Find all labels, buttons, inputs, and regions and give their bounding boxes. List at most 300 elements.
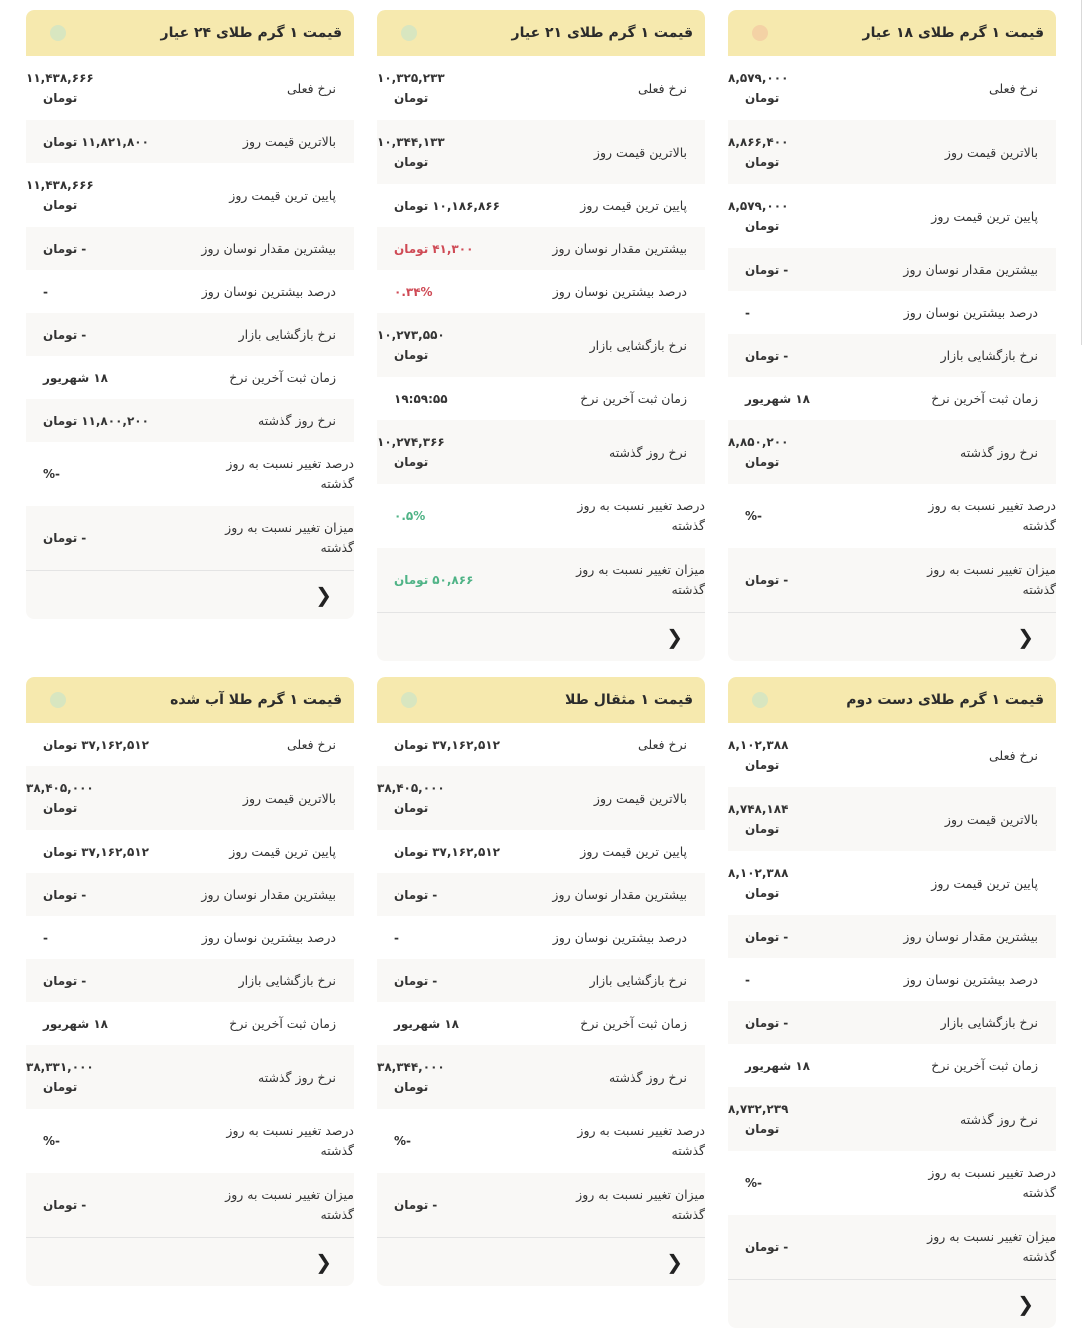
value-amount: ۱۰,۳۲۵,۲۳۳ (377, 71, 445, 85)
table-row (377, 313, 705, 377)
row-value (377, 432, 527, 472)
row-label: نرخ روز گذشته (609, 444, 687, 460)
row-label: بیشترین مقدار نوسان روز (903, 929, 1038, 944)
card-footer (377, 612, 705, 661)
value-amount: - (43, 284, 48, 299)
table-row (26, 442, 354, 506)
value-unit: تومان (43, 134, 78, 149)
table-row (26, 356, 354, 399)
value-unit: تومان (394, 1080, 429, 1094)
row-label: بالاترین قیمت روز (944, 144, 1038, 160)
status-dot-icon (50, 692, 66, 708)
price-card (26, 677, 354, 1286)
row-value (728, 389, 878, 409)
value-amount: ۱۰,۳۴۴,۱۳۳ (377, 135, 445, 149)
card-title: قیمت ۱ گرم طلا آب شده (170, 692, 342, 708)
table-row (728, 1087, 1056, 1151)
table-row (26, 506, 354, 570)
row-value (26, 1131, 176, 1151)
row-label: پایین ترین قیمت روز (931, 875, 1038, 891)
table-row (26, 270, 354, 313)
row-value (26, 928, 176, 948)
value-amount: ۱۸ شهریور (745, 1058, 810, 1073)
card-header (377, 10, 705, 56)
row-value (377, 1057, 527, 1097)
row-label: نرخ فعلی (638, 737, 687, 752)
value-amount: ۳۸,۴۰۵,۰۰۰ (26, 781, 94, 795)
table-row (377, 270, 705, 313)
table-row (377, 484, 705, 548)
value-unit: تومان (43, 413, 78, 428)
card-footer (26, 570, 354, 619)
row-value (26, 239, 176, 259)
chevron-left-icon[interactable]: ❮ (666, 1250, 683, 1274)
table-row (26, 163, 354, 227)
value-amount: ۱۸ شهریور (745, 391, 810, 406)
table-row (728, 334, 1056, 377)
row-label: بیشترین مقدار نوسان روز (552, 887, 687, 902)
row-value (26, 528, 176, 548)
row-label: درصد تغییر نسبت به روز گذشته (577, 1123, 705, 1158)
value-amount: - (745, 305, 750, 320)
table-row (26, 1002, 354, 1045)
value-unit: تومان (394, 801, 429, 815)
value-amount: ۸,۵۷۹,۰۰۰ (728, 71, 789, 85)
value-amount: ۱۱,۸۲۱,۸۰۰ (81, 134, 149, 149)
row-value (728, 1173, 878, 1193)
value-unit: تومان (394, 241, 429, 256)
table-row (377, 766, 705, 830)
value-amount: - (783, 1240, 789, 1254)
row-label: درصد بیشترین نوسان روز (201, 284, 336, 299)
value-unit: تومان (745, 758, 780, 772)
table-row (26, 1045, 354, 1109)
row-label: نرخ فعلی (287, 80, 336, 96)
row-value (377, 1195, 527, 1215)
card-title: قیمت ۱ گرم طلای ۲۱ عیار (511, 25, 693, 41)
row-label: زمان ثبت آخرین نرخ (580, 391, 687, 406)
row-value (26, 411, 176, 431)
value-unit: تومان (394, 1198, 429, 1212)
value-amount: - (81, 531, 87, 545)
table-row (377, 420, 705, 484)
row-label: بیشترین مقدار نوسان روز (201, 241, 336, 256)
row-value (26, 325, 176, 345)
card-header (728, 677, 1056, 723)
row-value (377, 196, 527, 216)
row-value (26, 132, 176, 152)
row-value (377, 282, 527, 302)
value-amount: - (783, 348, 789, 363)
table-row (728, 1044, 1056, 1087)
row-value (728, 132, 878, 172)
row-value (728, 1237, 878, 1257)
table-row (26, 766, 354, 830)
value-amount: - (432, 887, 438, 902)
row-label: زمان ثبت آخرین نرخ (931, 391, 1038, 406)
table-row (377, 184, 705, 227)
table-row (26, 830, 354, 873)
value-amount: ۸,۱۰۲,۳۸۸ (728, 738, 789, 752)
value-amount: ۸,۱۰۲,۳۸۸ (728, 866, 789, 880)
value-unit: تومان (745, 1240, 780, 1254)
value-amount: - (43, 930, 48, 945)
row-label: بالاترین قیمت روز (242, 134, 336, 149)
chevron-left-icon[interactable]: ❮ (315, 1250, 332, 1274)
value-amount: - (81, 887, 87, 902)
value-amount: %- (43, 1134, 61, 1148)
chevron-left-icon[interactable]: ❮ (1017, 1292, 1034, 1316)
value-unit: تومان (394, 573, 429, 587)
row-label: نرخ روز گذشته (960, 444, 1038, 460)
row-label: بیشترین مقدار نوسان روز (903, 262, 1038, 277)
table-row (377, 1109, 705, 1173)
value-unit: تومان (394, 844, 429, 859)
row-label: میزان تغییر نسبت به روز گذشته (225, 520, 354, 555)
value-amount: - (745, 972, 750, 987)
table-row (26, 1109, 354, 1173)
row-value (377, 735, 527, 755)
row-label: درصد تغییر نسبت به روز گذشته (928, 1165, 1056, 1200)
row-value (728, 1013, 878, 1033)
row-value (26, 175, 176, 215)
row-value (728, 506, 878, 526)
row-label: درصد تغییر نسبت به روز گذشته (226, 1123, 354, 1158)
table-row (728, 420, 1056, 484)
row-value (377, 506, 527, 526)
row-label: میزان تغییر نسبت به روز گذشته (576, 1187, 705, 1222)
value-unit: تومان (745, 455, 780, 469)
row-label: درصد بیشترین نوسان روز (903, 305, 1038, 320)
price-card (728, 10, 1056, 661)
row-value (728, 1099, 878, 1139)
status-dot-icon (752, 25, 768, 41)
row-label: بالاترین قیمت روز (593, 144, 687, 160)
table-row (377, 830, 705, 873)
value-unit: تومان (394, 198, 429, 213)
value-amount: - (81, 327, 87, 342)
value-unit: تومان (43, 327, 78, 342)
row-value (377, 778, 527, 818)
value-unit: تومان (745, 929, 780, 944)
status-dot-icon (50, 25, 66, 41)
row-label: درصد بیشترین نوسان روز (552, 284, 687, 299)
table-row (377, 916, 705, 959)
card-footer (26, 1237, 354, 1286)
row-label: درصد بیشترین نوسان روز (201, 930, 336, 945)
value-amount: ۱۱,۸۰۰,۲۰۰ (81, 413, 149, 428)
table-row (728, 958, 1056, 1001)
row-value (728, 260, 878, 280)
row-label: نرخ بازگشایی بازار (238, 327, 336, 342)
row-value (377, 325, 527, 365)
row-label: نرخ روز گذشته (258, 413, 336, 428)
value-unit: تومان (43, 844, 78, 859)
value-unit: تومان (394, 155, 429, 169)
value-amount: ۳۷,۱۶۲,۵۱۲ (81, 844, 149, 859)
row-label: بالاترین قیمت روز (944, 811, 1038, 827)
row-value (26, 778, 176, 818)
chevron-left-icon[interactable]: ❮ (666, 625, 683, 649)
value-unit: تومان (43, 241, 78, 256)
row-label: میزان تغییر نسبت به روز گذشته (927, 562, 1056, 597)
row-label: پایین ترین قیمت روز (229, 844, 336, 859)
row-label: پایین ترین قیمت روز (580, 198, 687, 213)
value-amount: ۳۷,۱۶۲,۵۱۲ (432, 844, 500, 859)
value-amount: ۳۷,۱۶۲,۵۱۲ (432, 737, 500, 752)
value-amount: ۸,۸۵۰,۲۰۰ (728, 435, 789, 449)
row-label: بالاترین قیمت روز (593, 790, 687, 806)
value-amount: - (81, 241, 87, 256)
row-value (728, 1056, 878, 1076)
row-label: پایین ترین قیمت روز (931, 208, 1038, 224)
value-amount: %- (745, 1176, 763, 1190)
value-unit: تومان (43, 1080, 78, 1094)
table-row (377, 959, 705, 1002)
row-value (728, 927, 878, 947)
table-row (26, 916, 354, 959)
table-row (377, 723, 705, 766)
value-unit: تومان (43, 737, 78, 752)
status-dot-icon (752, 692, 768, 708)
row-value (377, 971, 527, 991)
table-row (728, 1215, 1056, 1279)
row-label: پایین ترین قیمت روز (229, 187, 336, 203)
row-label: نرخ روز گذشته (258, 1069, 336, 1085)
value-amount: - (81, 973, 87, 988)
table-row (728, 915, 1056, 958)
row-label: زمان ثبت آخرین نرخ (580, 1016, 687, 1031)
value-amount: ۱۱,۴۳۸,۶۶۶ (26, 178, 94, 192)
card-footer (728, 1279, 1056, 1328)
value-amount: ۱۸ شهریور (394, 1016, 459, 1031)
gold-price-grid (26, 10, 1056, 1328)
value-amount: ۳۸,۴۰۵,۰۰۰ (377, 781, 445, 795)
table-row (26, 723, 354, 766)
table-row (728, 56, 1056, 120)
value-unit: تومان (394, 737, 429, 752)
value-unit: تومان (745, 1122, 780, 1136)
price-card (26, 10, 354, 619)
value-amount: - (783, 573, 789, 587)
row-label: نرخ بازگشایی بازار (238, 973, 336, 988)
row-value (377, 570, 527, 590)
row-label: زمان ثبت آخرین نرخ (229, 1016, 336, 1031)
chevron-left-icon[interactable]: ❮ (315, 583, 332, 607)
table-row (377, 1173, 705, 1237)
row-value (26, 842, 176, 862)
row-value (728, 799, 878, 839)
table-row (728, 120, 1056, 184)
row-label: نرخ فعلی (638, 80, 687, 96)
row-value (26, 368, 176, 388)
table-row (377, 56, 705, 120)
card-title: قیمت ۱ گرم طلای ۱۸ عیار (862, 25, 1044, 41)
row-label: نرخ روز گذشته (960, 1111, 1038, 1127)
row-label: درصد تغییر نسبت به روز گذشته (928, 498, 1056, 533)
value-unit: تومان (394, 455, 429, 469)
row-value (377, 239, 527, 259)
table-row (728, 248, 1056, 291)
row-label: نرخ فعلی (287, 737, 336, 752)
value-unit: تومان (43, 973, 78, 988)
value-amount: %- (745, 509, 763, 523)
table-row (26, 959, 354, 1002)
table-row (377, 377, 705, 420)
card-header (26, 677, 354, 723)
card-header (26, 10, 354, 56)
value-amount: ۱۹:۵۹:۵۵ (394, 391, 448, 406)
row-value (377, 842, 527, 862)
row-value (728, 863, 878, 903)
value-unit: تومان (745, 1015, 780, 1030)
row-value (377, 928, 527, 948)
value-amount: - (783, 929, 789, 944)
table-row (728, 377, 1056, 420)
row-label: درصد تغییر نسبت به روز گذشته (226, 456, 354, 491)
table-row (377, 1045, 705, 1109)
row-value (728, 68, 878, 108)
row-value (26, 885, 176, 905)
row-label: نرخ بازگشایی بازار (940, 1015, 1038, 1030)
value-unit: تومان (394, 348, 429, 362)
row-value (377, 885, 527, 905)
row-value (26, 1057, 176, 1097)
row-value (728, 303, 878, 323)
value-amount: ۰.۳۴% (394, 284, 433, 299)
table-row (377, 873, 705, 916)
value-unit: تومان (745, 822, 780, 836)
card-title: قیمت ۱ گرم طلای دست دوم (846, 692, 1044, 708)
table-row (26, 1173, 354, 1237)
row-label: درصد تغییر نسبت به روز گذشته (577, 498, 705, 533)
price-card (377, 10, 705, 661)
row-value (728, 735, 878, 775)
table-row (26, 56, 354, 120)
value-amount: - (432, 1198, 438, 1212)
value-amount: - (394, 930, 399, 945)
row-value (26, 1195, 176, 1215)
table-row (728, 1151, 1056, 1215)
table-row (377, 548, 705, 612)
value-amount: ۸,۵۷۹,۰۰۰ (728, 199, 789, 213)
value-unit: تومان (43, 198, 78, 212)
value-amount: ۴۱,۳۰۰ (432, 241, 474, 256)
value-unit: تومان (745, 155, 780, 169)
row-label: زمان ثبت آخرین نرخ (229, 370, 336, 385)
value-amount: ۱۸ شهریور (43, 370, 108, 385)
row-value (377, 389, 527, 409)
row-value (728, 196, 878, 236)
row-label: نرخ بازگشایی بازار (589, 337, 687, 353)
table-row (26, 313, 354, 356)
table-row (377, 1002, 705, 1045)
value-amount: ۱۱,۴۳۸,۶۶۶ (26, 71, 94, 85)
value-amount: ۸,۷۳۲,۲۳۹ (728, 1102, 789, 1116)
row-label: پایین ترین قیمت روز (580, 844, 687, 859)
row-label: درصد بیشترین نوسان روز (903, 972, 1038, 987)
value-unit: تومان (745, 262, 780, 277)
value-unit: تومان (745, 573, 780, 587)
value-amount: - (432, 973, 438, 988)
value-amount: ۸,۷۴۸,۱۸۴ (728, 802, 789, 816)
row-value (377, 68, 527, 108)
scrollbar[interactable] (1081, 0, 1082, 345)
value-unit: تومان (745, 886, 780, 900)
row-label: نرخ فعلی (989, 747, 1038, 763)
table-row (26, 873, 354, 916)
value-amount: %- (43, 467, 61, 481)
value-unit: تومان (394, 973, 429, 988)
row-label: میزان تغییر نسبت به روز گذشته (225, 1187, 354, 1222)
table-row (377, 120, 705, 184)
row-value (377, 1131, 527, 1151)
row-value (26, 282, 176, 302)
row-label: میزان تغییر نسبت به روز گذشته (927, 1229, 1056, 1264)
row-label: نرخ روز گذشته (609, 1069, 687, 1085)
card-header (728, 10, 1056, 56)
value-amount: ۱۰,۱۸۶,۸۶۶ (432, 198, 500, 213)
value-amount: - (783, 1015, 789, 1030)
row-label: بیشترین مقدار نوسان روز (552, 241, 687, 256)
table-row (728, 484, 1056, 548)
row-value (26, 735, 176, 755)
status-dot-icon (401, 692, 417, 708)
value-unit: تومان (43, 801, 78, 815)
card-title: قیمت ۱ گرم طلای ۲۴ عیار (160, 25, 342, 41)
value-unit: تومان (43, 887, 78, 902)
card-footer (377, 1237, 705, 1286)
value-amount: ۳۷,۱۶۲,۵۱۲ (81, 737, 149, 752)
table-row (26, 399, 354, 442)
value-amount: - (783, 262, 789, 277)
value-amount: ۱۰,۲۷۴,۳۶۶ (377, 435, 445, 449)
value-amount: ۳۸,۳۴۴,۰۰۰ (377, 1060, 445, 1074)
card-title: قیمت ۱ مثقال طلا (565, 692, 693, 708)
row-label: نرخ بازگشایی بازار (940, 348, 1038, 363)
row-label: بیشترین مقدار نوسان روز (201, 887, 336, 902)
value-unit: تومان (394, 887, 429, 902)
table-row (728, 723, 1056, 787)
row-label: بالاترین قیمت روز (242, 790, 336, 806)
row-value (728, 570, 878, 590)
value-unit: تومان (43, 1198, 78, 1212)
value-amount: ۰.۵% (394, 509, 426, 523)
value-unit: تومان (43, 531, 78, 545)
value-amount: ۱۸ شهریور (43, 1016, 108, 1031)
row-value (728, 970, 878, 990)
price-card (377, 677, 705, 1286)
value-amount: - (81, 1198, 87, 1212)
card-header (377, 677, 705, 723)
value-amount: ۱۰,۲۷۳,۵۵۰ (377, 328, 445, 342)
value-unit: تومان (43, 91, 78, 105)
value-unit: تومان (394, 91, 429, 105)
value-amount: %- (394, 1134, 412, 1148)
table-row (728, 1001, 1056, 1044)
row-label: نرخ بازگشایی بازار (589, 973, 687, 988)
value-amount: ۵۰,۸۶۶ (432, 573, 474, 587)
row-label: زمان ثبت آخرین نرخ (931, 1058, 1038, 1073)
table-row (728, 787, 1056, 851)
value-unit: تومان (745, 348, 780, 363)
chevron-left-icon[interactable]: ❮ (1017, 625, 1034, 649)
table-row (377, 227, 705, 270)
row-value (26, 1014, 176, 1034)
row-label: نرخ فعلی (989, 80, 1038, 96)
row-value (377, 132, 527, 172)
table-row (728, 548, 1056, 612)
